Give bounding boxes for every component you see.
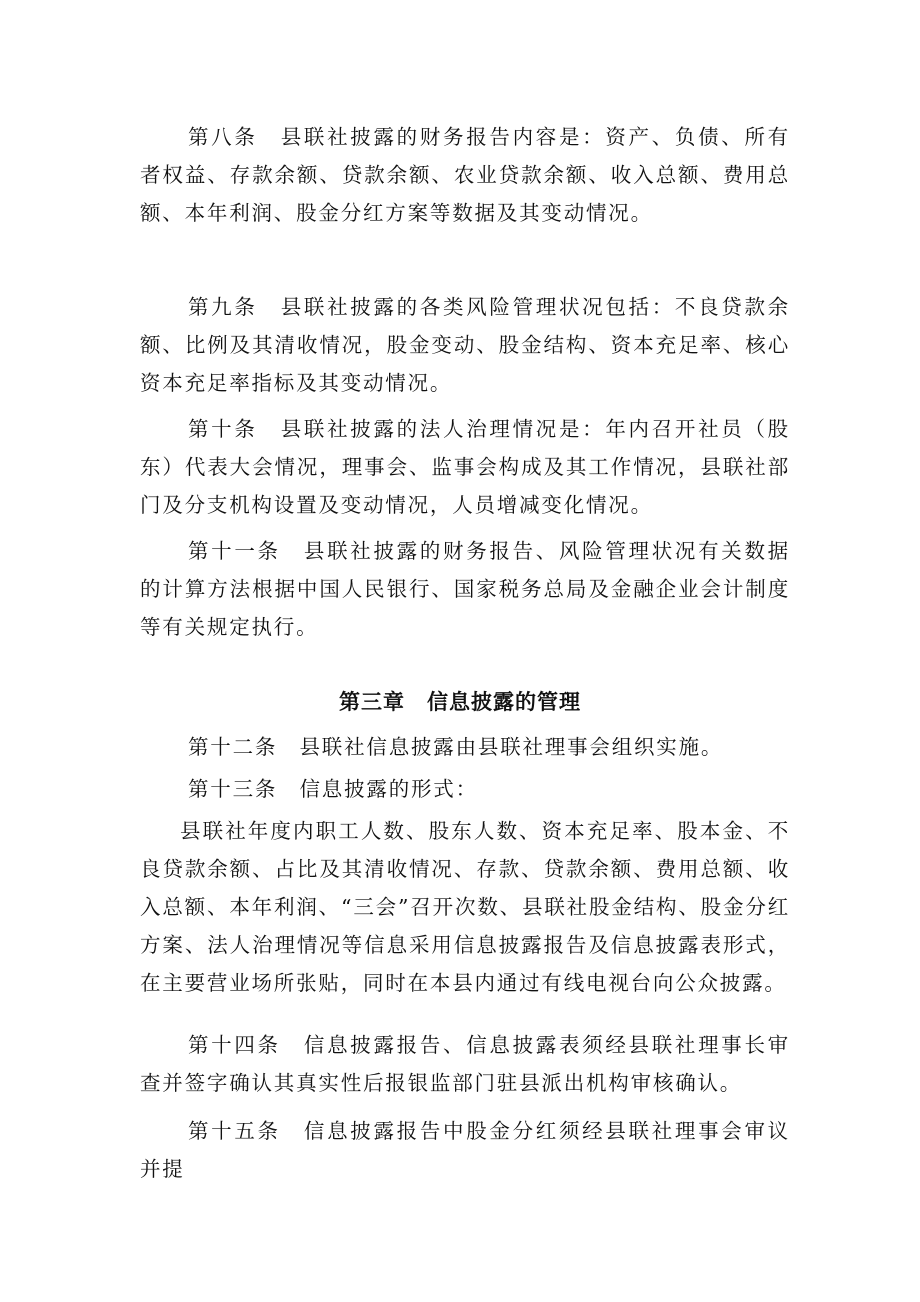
article-13-paragraph: 第十三条 信息披露的形式： [188,777,478,801]
disclosure-form-paragraph: 县联社年度内职工人数、股东人数、资本充足率、股本金、不良贷款余额、占比及其清收情况、存款、贷款余额、费用总额、收入总额、本年利润、“三会”召开次数、县联社股金结构、股金分红方案、法人治理情况等信息采用信息披露报告及信息披露表形式，在主要营业场所张贴，同时在本县内通过有线电视台向公众披露。 [140,819,790,995]
article-15-paragraph: 第十五条 信息披露报告中股金分红须经县联社理事会审议并提 [140,1119,790,1181]
article-10-paragraph: 第十条 县联社披露的法人治理情况是：年内召开社员（股东）代表大会情况，理事会、监事会构成及其工作情况，县联社部门及分支机构设置及变动情况，人员增减变化情况。 [140,417,790,517]
article-12-paragraph: 第十二条 县联社信息披露由县联社理事会组织实施。 [188,735,724,759]
article-9-paragraph: 第九条 县联社披露的各类风险管理状况包括：不良贷款余额、比例及其清收情况，股金变动、股金结构、资本充足率、核心资本充足率指标及其变动情况。 [140,295,790,395]
chapter-title: 第三章 信息披露的管理 [339,690,581,714]
article-11-paragraph: 第十一条 县联社披露的财务报告、风险管理状况有关数据的计算方法根据中国人民银行、国家税务总局及金融企业会计制度等有关规定执行。 [140,539,790,639]
article-8-paragraph: 第八条 县联社披露的财务报告内容是：资产、负债、所有者权益、存款余额、贷款余额、农业贷款余额、收入总额、费用总额、本年利润、股金分红方案等数据及其变动情况。 [140,125,790,225]
article-14-paragraph: 第十四条 信息披露报告、信息披露表须经县联社理事长审查并签字确认其真实性后报银监部门驻县派出机构审核确认。 [140,1033,790,1095]
